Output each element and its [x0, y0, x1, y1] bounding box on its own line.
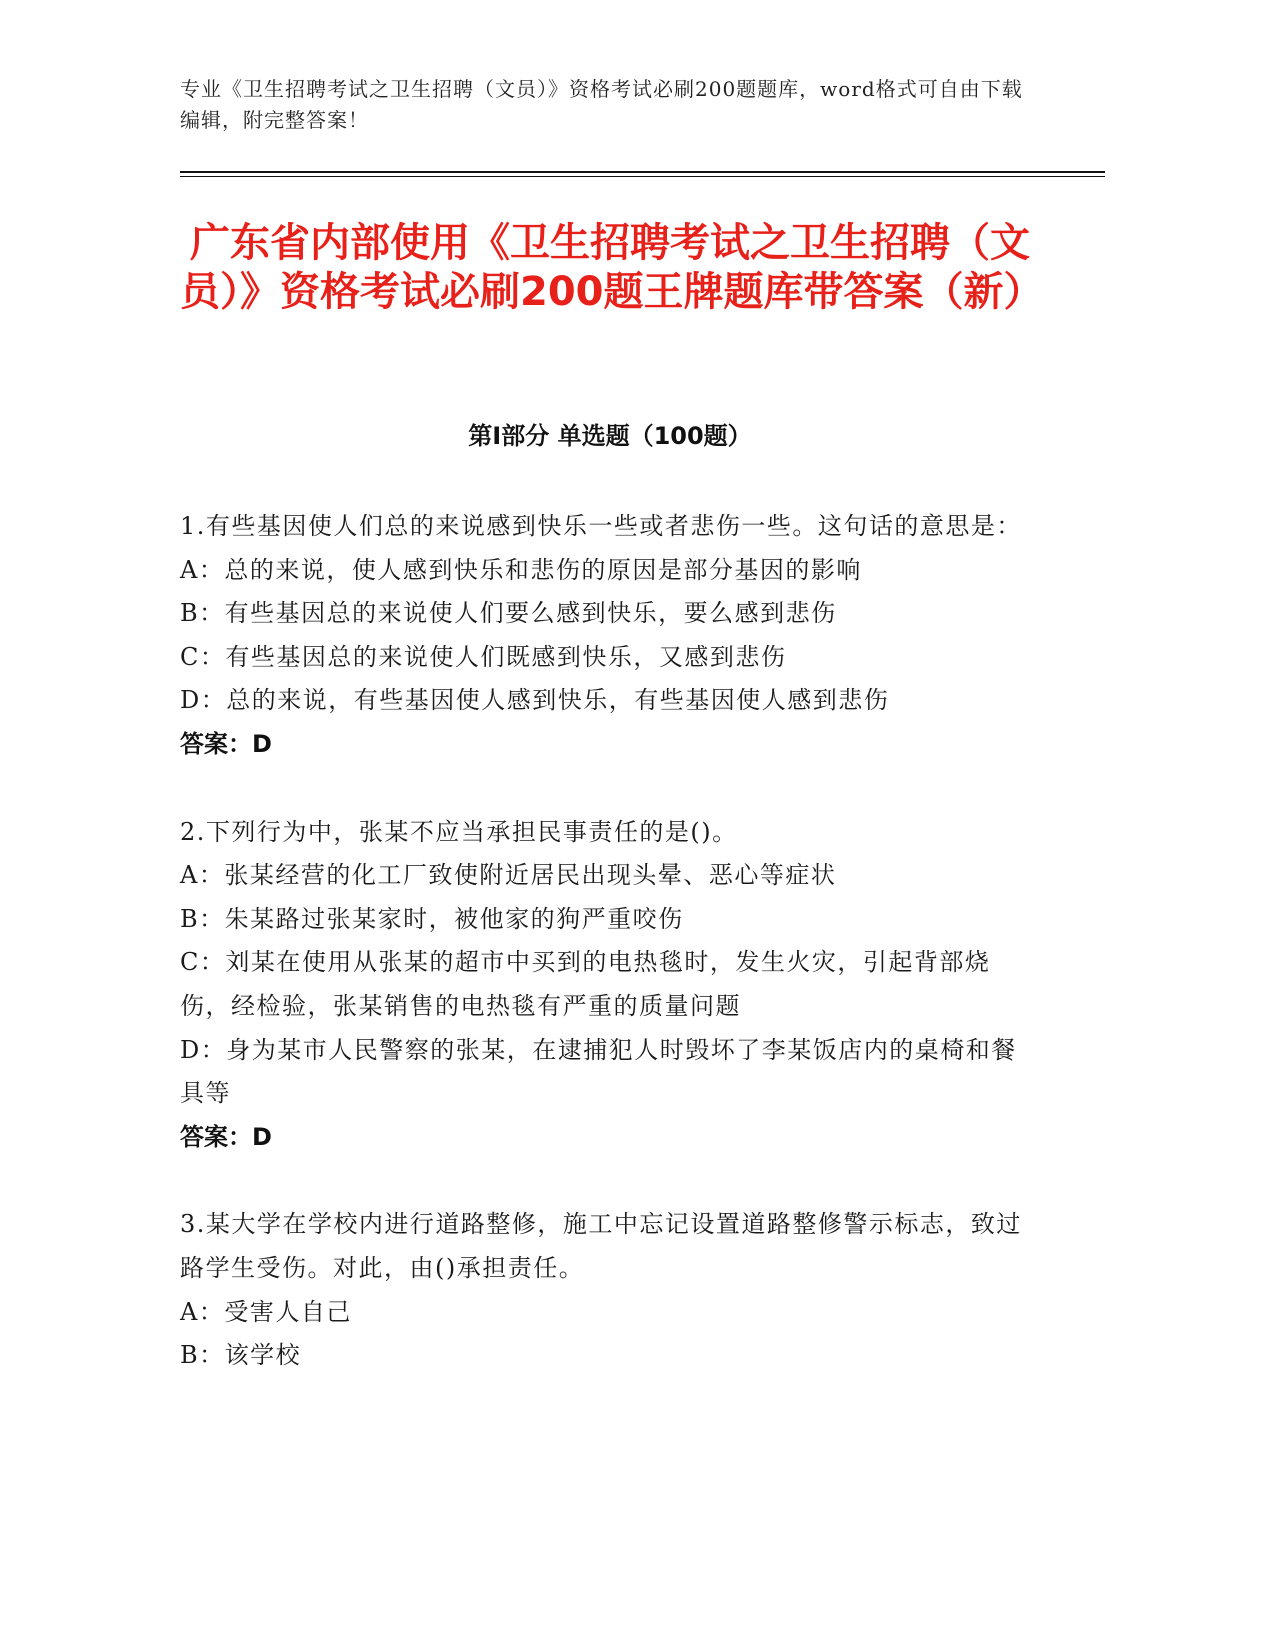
question-1: [180, 505, 1040, 767]
option-b: B：有些基因总的来说使人们要么感到快乐，要么感到悲伤: [180, 599, 837, 628]
question-stem: 2.下列行为中，张某不应当承担民事责任的是()。: [180, 817, 738, 846]
question-list: [180, 505, 1040, 1422]
header-divider-thin: [180, 176, 1105, 177]
header-note: 专业《卫生招聘考试之卫生招聘（文员）》资格考试必刷200题题库，word格式可自由下载编辑，附完整答案！: [180, 77, 1023, 132]
section-title: 第I部分 单选题（100题）: [468, 422, 752, 450]
option-c: C：有些基因总的来说使人们既感到快乐，又感到悲伤: [180, 642, 787, 671]
question-3: [180, 1203, 1040, 1377]
header-divider-thick: [180, 171, 1105, 173]
option-d: D：身为某市人民警察的张某，在逮捕犯人时毁坏了李某饭店内的桌椅和餐具等: [180, 1035, 1017, 1108]
option-c: C：刘某在使用从张某的超市中买到的电热毯时，发生火灾，引起背部烧伤，经检验，张某销售的电热毯有严重的质量问题: [180, 948, 991, 1020]
answer-line: 答案：D: [180, 1122, 272, 1151]
option-a: A：受害人自己: [180, 1297, 352, 1326]
option-b: B：该学校: [180, 1341, 302, 1370]
option-a: A：总的来说，使人感到快乐和悲伤的原因是部分基因的影响: [180, 555, 862, 584]
question-2: [180, 811, 1040, 1160]
option-d: D：总的来说，有些基因使人感到快乐，有些基因使人感到悲伤: [180, 686, 890, 715]
answer-line: 答案：D: [180, 729, 272, 758]
document-title: 广东省内部使用《卫生招聘考试之卫生招聘（文员）》资格考试必刷200题王牌题库带答案（新）: [180, 220, 1044, 315]
option-b: B：朱某路过张某家时，被他家的狗严重咬伤: [180, 904, 684, 933]
option-a: A：张某经营的化工厂致使附近居民出现头晕、恶心等症状: [180, 861, 837, 890]
question-stem: 3.某大学在学校内进行道路整修，施工中忘记设置道路整修警示标志，致过路学生受伤。对此，由()承担责任。: [180, 1210, 1022, 1282]
question-stem: 1.有些基因使人们总的来说感到快乐一些或者悲伤一些。这句话的意思是：: [180, 512, 1022, 540]
